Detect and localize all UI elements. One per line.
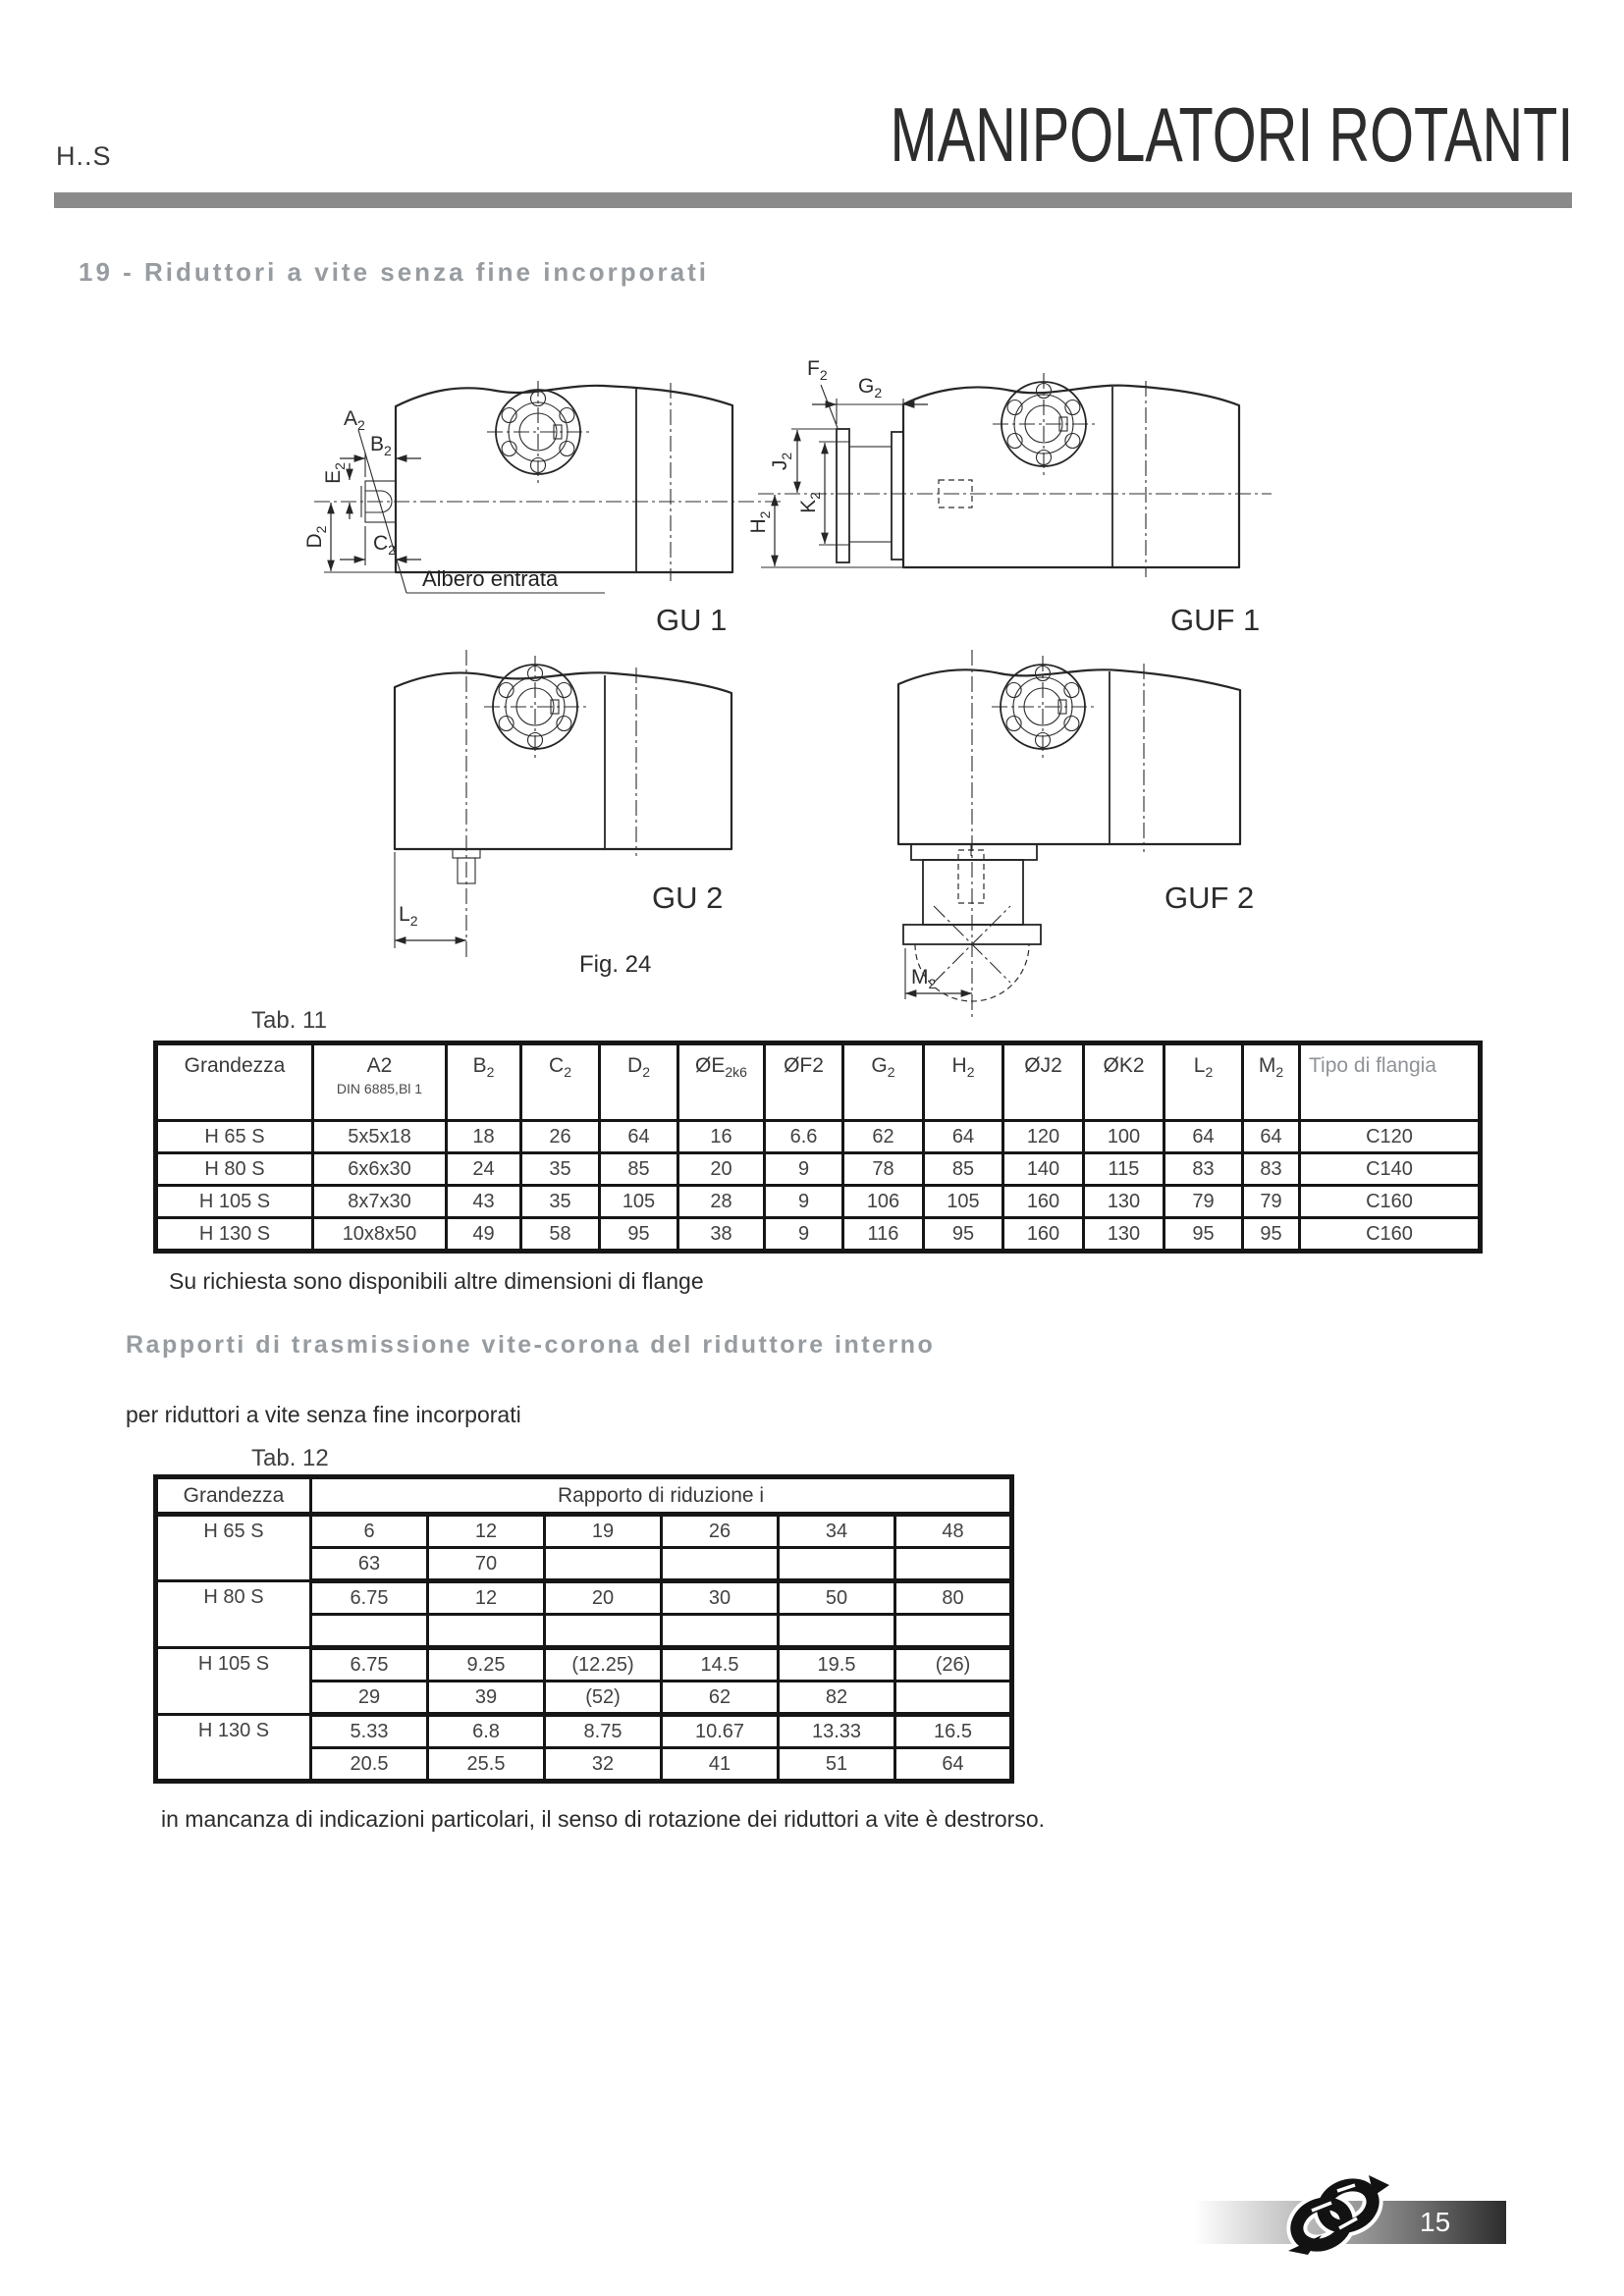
tab11-cell: 26 [521,1121,600,1153]
tab11-column-header: Tipo di flangia [1300,1043,1481,1121]
tab12-cell: 6.75 [311,1581,428,1615]
tab11-header-row [156,1043,1481,1121]
tab11-cell: 105 [924,1186,1003,1218]
tab11-cell: 160 [1003,1186,1084,1218]
tab11-cell: 20 [678,1153,765,1186]
tab12-cell [662,1615,779,1648]
dim-e2: $E_2$ [322,462,348,484]
tab12-cell [545,1615,662,1648]
tab12-cell: 9.25 [428,1648,545,1682]
tab11-cell: 10x8x50 [313,1218,447,1252]
tab12-cell: (26) [895,1648,1012,1682]
tab11-cell: 85 [924,1153,1003,1186]
tab12-cell: 50 [779,1581,895,1615]
tab11-column-header: ØJ2 [1003,1043,1084,1121]
tab11-cell: 105 [600,1186,678,1218]
tab11-column-header: $C_2$ [521,1043,600,1121]
tab11-column-header: $ØE_{2k6}$ [678,1043,765,1121]
tab12-cell: 12 [428,1515,545,1548]
tab11-cell: 85 [600,1153,678,1186]
footnote: in mancanza di indicazioni particolari, il senso di rotazione dei riduttori a vite è destrorso. [161,1806,1046,1832]
view-label-guf2: GUF 2 [1164,881,1255,915]
figure-caption: Fig. 24 [579,951,652,978]
tab12-cell: 48 [895,1515,1012,1548]
tab11-cell: 78 [843,1153,924,1186]
tab12-cell: 6 [311,1515,428,1548]
tab11-cell: 24 [447,1153,521,1186]
tab12-cell: 6.75 [311,1648,428,1682]
page-number: 15 [1420,2207,1451,2237]
tab11-row [156,1121,1481,1153]
tab12-cell: 14.5 [662,1648,779,1682]
tab12-group-name: H 80 S [156,1581,311,1648]
tab12-ratio-header: Rapporto di riduzione i [311,1477,1012,1515]
tab12-grandezza-header: Grandezza [156,1477,311,1515]
tab12-cell: 12 [428,1581,545,1615]
tab12-cell: 30 [662,1581,779,1615]
tab12-cell [779,1548,895,1581]
dim-d2: $D_2$ [303,525,329,549]
tab12-cell: 20 [545,1581,662,1615]
tab11-column-header: $H_2$ [924,1043,1003,1121]
tab11-cell: 64 [600,1121,678,1153]
tab11-cell: 9 [765,1153,843,1186]
tab12-cell: 25.5 [428,1748,545,1782]
tab11-cell: 8x7x30 [313,1186,447,1218]
tab11-cell: 130 [1084,1218,1164,1252]
tab11-cell: 64 [1243,1121,1300,1153]
dim-k2: $K_2$ [797,492,823,513]
tab11-column-header: A2 DIN 6885,Bl 1 [313,1043,447,1121]
tab11-cell: 5x5x18 [313,1121,447,1153]
tab11-cell: 49 [447,1218,521,1252]
tab11-column-header: ØK2 [1084,1043,1164,1121]
section2-subtitle: per riduttori a vite senza fine incorporati [126,1402,521,1427]
dim-h2: $H_2$ [747,510,773,534]
tab12-cell [779,1615,895,1648]
tab12-cell: 29 [311,1682,428,1715]
tab11-cell: 6.6 [765,1121,843,1153]
tab12-group-name: H 65 S [156,1515,311,1581]
tab11-cell: 79 [1164,1186,1243,1218]
tab12-cell: 26 [662,1515,779,1548]
view-gu1 [303,381,781,637]
view-label-gu1: GU 1 [656,603,728,637]
tab11-cell: C140 [1300,1153,1481,1186]
tab12-cell: 82 [779,1682,895,1715]
tab12-cell: 62 [662,1682,779,1715]
tab12-cell: 39 [428,1682,545,1715]
tab11-cell: C160 [1300,1186,1481,1218]
tab12-cell [662,1548,779,1581]
fig24-technical-drawing [226,344,1414,1031]
tab12-cell: 16.5 [895,1715,1012,1748]
dim-g2: $G_2$ [858,375,883,400]
tab12-cell: 70 [428,1548,545,1581]
tab11-label: Tab. 11 [251,1007,327,1034]
tab12-cell [895,1548,1012,1581]
tab11-row [156,1186,1481,1218]
tab11-cell: 106 [843,1186,924,1218]
tab11-cell: 64 [924,1121,1003,1153]
tab11-cell: 95 [924,1218,1003,1252]
dim-l2: $L_2$ [399,903,418,929]
tab11-cell: 83 [1164,1153,1243,1186]
tab12-cell [428,1615,545,1648]
tab12-cell: 6.8 [428,1715,545,1748]
dim-b2: $B_2$ [370,433,392,458]
tab11-column-header: $M_2$ [1243,1043,1300,1121]
tab11-cell: 140 [1003,1153,1084,1186]
tab11-cell: 83 [1243,1153,1300,1186]
dim-f2: $F_2$ [807,357,828,383]
view-gu2 [395,650,731,960]
view-guf2 [898,650,1254,1021]
tab12-cell: 64 [895,1748,1012,1782]
dim-j2: $J_2$ [769,452,794,471]
tab11-cell: H 65 S [156,1121,313,1153]
tab12-row [156,1648,1012,1682]
tab11-cell: 95 [600,1218,678,1252]
tab12-cell: 19.5 [779,1648,895,1682]
tab11-cell: 6x6x30 [313,1153,447,1186]
tab11-cell: 130 [1084,1186,1164,1218]
tab11-cell: 35 [521,1186,600,1218]
title-underline-bar [54,192,1572,208]
page-title: MANIPOLATORI ROTANTI [890,91,1573,178]
tab12-cell [895,1682,1012,1715]
tab11-column-header: $D_2$ [600,1043,678,1121]
tab12-row [156,1515,1012,1548]
tab11-cell: H 80 S [156,1153,313,1186]
dim-m2: $M_2$ [911,966,937,991]
model-code: H..S [56,141,112,171]
tab11-cell: 9 [765,1186,843,1218]
tab11-column-header: $B_2$ [447,1043,521,1121]
tab11-cell: 58 [521,1218,600,1252]
tab12-cell [311,1615,428,1648]
tab11-cell: 79 [1243,1186,1300,1218]
tab11-cell: 116 [843,1218,924,1252]
tab12-cell: 63 [311,1548,428,1581]
tab11-cell: 38 [678,1218,765,1252]
tab11-cell: 115 [1084,1153,1164,1186]
tab11-cell: 18 [447,1121,521,1153]
tab11-table [153,1041,1483,1254]
tab12-row [156,1715,1012,1748]
tab12-header-row [156,1477,1012,1515]
tab11-cell: 35 [521,1153,600,1186]
tab12-cell: 41 [662,1748,779,1782]
view-label-gu2: GU 2 [652,881,724,915]
shaft-entry-label: Albero entrata [422,566,559,591]
tab12-group-name: H 105 S [156,1648,311,1715]
tab11-cell: 95 [1164,1218,1243,1252]
tab11-cell: 100 [1084,1121,1164,1153]
view-guf1 [747,357,1272,637]
tab12-cell: 5.33 [311,1715,428,1748]
tab11-column-header: $G_2$ [843,1043,924,1121]
tab12-label: Tab. 12 [251,1445,329,1471]
tab11-column-header: Grandezza [156,1043,313,1121]
tab12-cell: 10.67 [662,1715,779,1748]
tab12-cell: 13.33 [779,1715,895,1748]
tab11-cell: 16 [678,1121,765,1153]
tab12-cell: 80 [895,1581,1012,1615]
tab12-cell: (12.25) [545,1648,662,1682]
section-title: 19 - Riduttori a vite senza fine incorporati [79,257,709,287]
tab12-group-name: H 130 S [156,1715,311,1782]
dim-c2: $C_2$ [373,532,396,558]
tab12-cell: 32 [545,1748,662,1782]
tab11-cell: 120 [1003,1121,1084,1153]
tab12-row [156,1581,1012,1615]
tab11-column-header: $L_2$ [1164,1043,1243,1121]
tab11-cell: 160 [1003,1218,1084,1252]
tab11-cell: 9 [765,1218,843,1252]
tab11-cell: C120 [1300,1121,1481,1153]
tab12-cell [545,1548,662,1581]
tab12-cell: (52) [545,1682,662,1715]
tab11-column-header: ØF2 [765,1043,843,1121]
tab12-cell: 20.5 [311,1748,428,1782]
tab11-cell: H 105 S [156,1186,313,1218]
tab11-cell: H 130 S [156,1218,313,1252]
tab12-cell: 51 [779,1748,895,1782]
tab11-cell: 64 [1164,1121,1243,1153]
view-label-guf1: GUF 1 [1170,603,1261,637]
brand-knot-logo-icon [1269,2158,1400,2273]
tab11-row [156,1218,1481,1252]
tab11-cell: 43 [447,1186,521,1218]
tab12-cell: 19 [545,1515,662,1548]
section2-title: Rapporti di trasmissione vite-corona del riduttore interno [126,1331,936,1359]
tab11-cell: 28 [678,1186,765,1218]
tab12-cell: 34 [779,1515,895,1548]
tab11-cell: 95 [1243,1218,1300,1252]
tab11-cell: 62 [843,1121,924,1153]
tab11-cell: C160 [1300,1218,1481,1252]
tab11-row [156,1153,1481,1186]
tab11-note: Su richiesta sono disponibili altre dimensioni di flange [169,1268,704,1294]
tab12-cell [895,1615,1012,1648]
tab12-table [153,1474,1014,1784]
tab12-cell: 8.75 [545,1715,662,1748]
dim-a2: $A_2$ [344,407,365,433]
